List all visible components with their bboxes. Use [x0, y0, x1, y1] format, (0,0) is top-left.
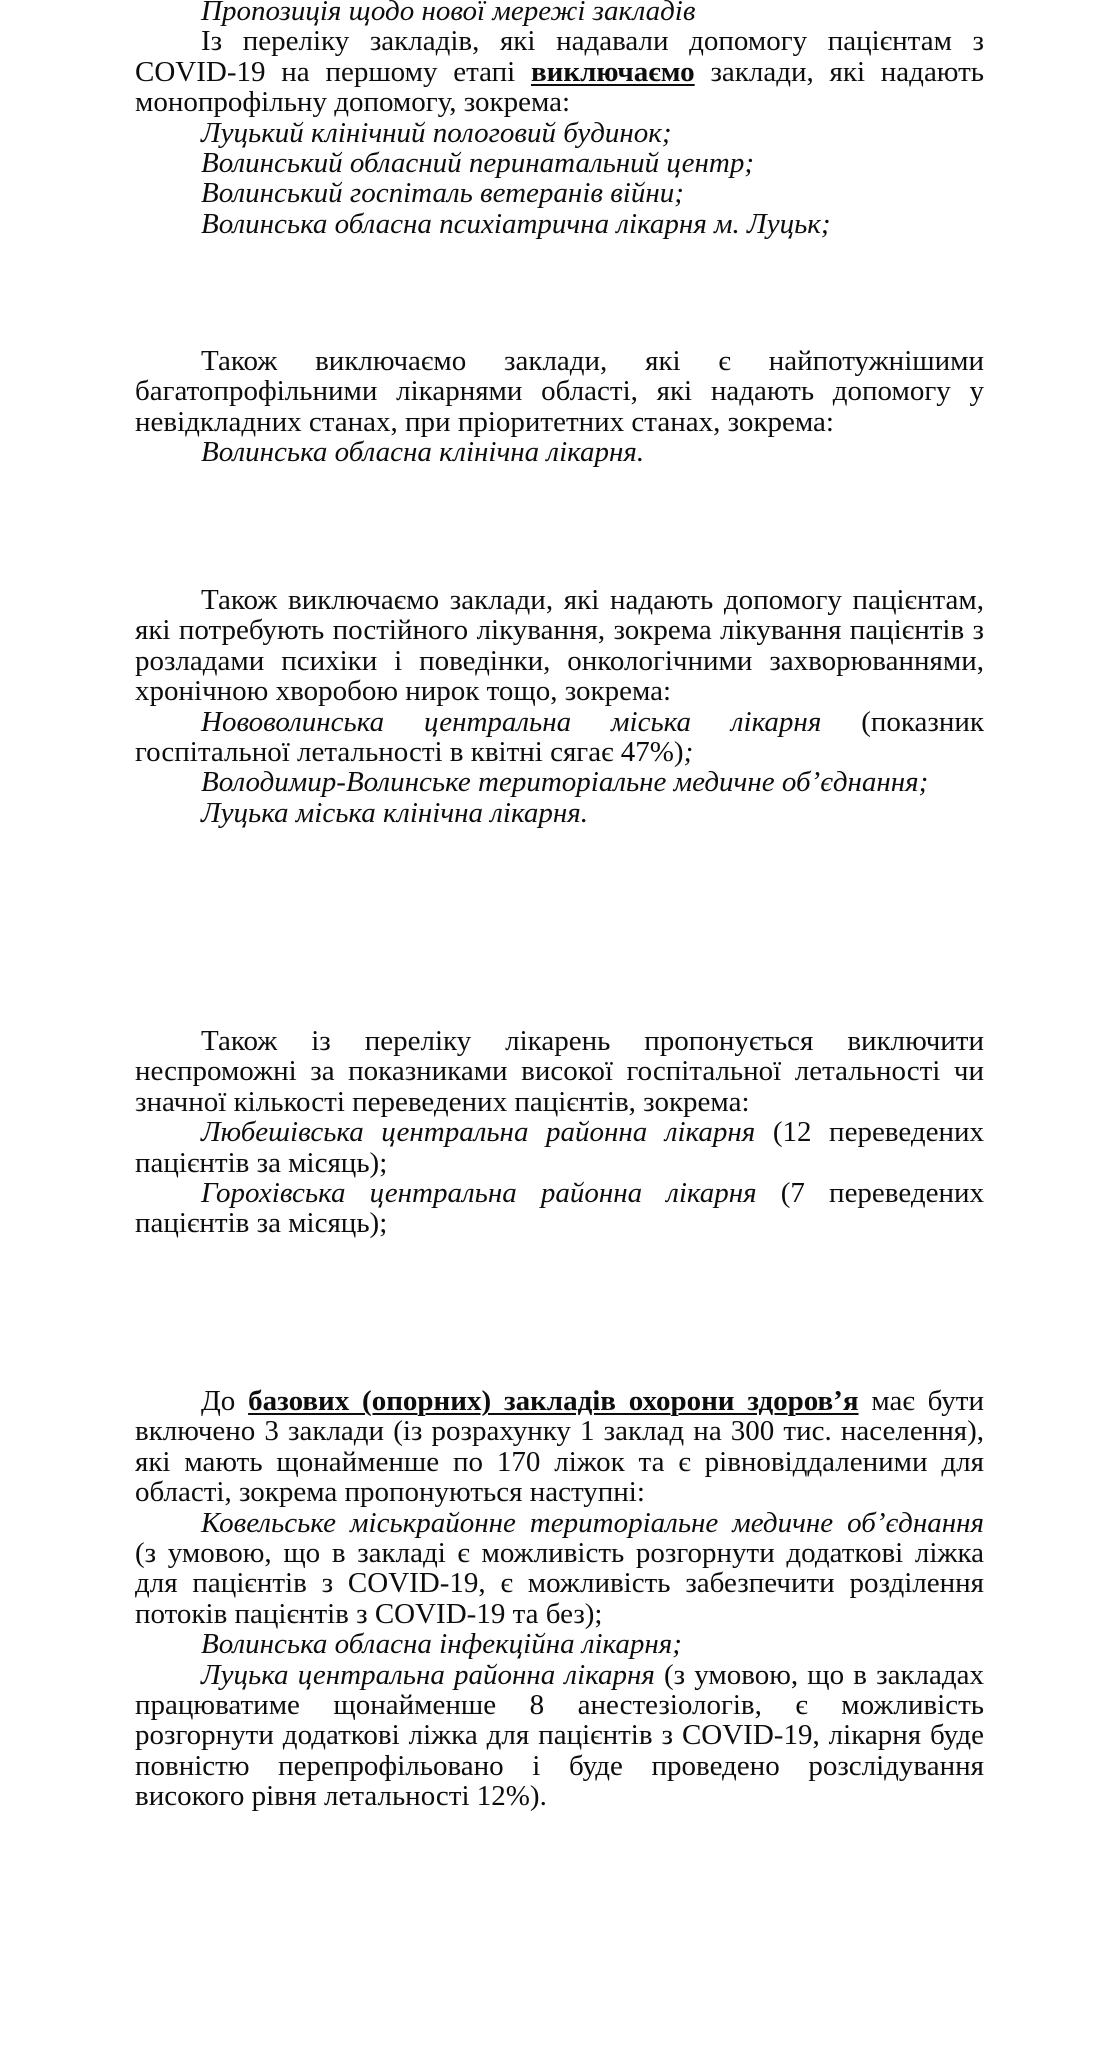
- intro-text-end: заклади, які надають монопрофільну допомогу, зокрема:: [135, 55, 984, 119]
- section-exclusions-multiprofile: [135, 346, 984, 468]
- list-item: Луцька міська клінічна лікарня.: [201, 796, 588, 829]
- facility-note: (показник госпітальної летальності в квітні сягає 47%): [135, 705, 984, 769]
- paragraph-intro: [135, 26, 984, 117]
- paragraph-intro: Також виключаємо заклади, які надають допомогу пацієнтам, які потребують постійного лікування, зокрема лікування пацієнтів з розладами психіки і поведінки, онкологічними захворюваннями, хронічною хворобою нирок тощо, зокрема:: [135, 584, 984, 708]
- emphasis-base-facilities: базових (опорних) закладів охорони здоров’я: [248, 1385, 859, 1417]
- section-exclusions-monoprofile: [135, 0, 984, 239]
- paragraph-intro: Також із переліку лікарень пропонується виключити неспроможні за показниками високої госпітальної летальності чи значної кількості переведених пацієнтів, зокрема:: [135, 1025, 984, 1118]
- list-item: Волинська обласна психіатрична лікарня м. Луцьк;: [201, 207, 831, 240]
- item-terminator: ;: [683, 736, 694, 769]
- facility-name: Ковельське міськрайонне територіальне медичне об’єднання: [201, 1506, 984, 1539]
- list-item: Луцький клінічний пологовий будинок;: [201, 116, 672, 149]
- document-title: Пропозиція щодо нової мережі закладів: [201, 0, 696, 27]
- emphasis-exclude: виключаємо: [531, 55, 695, 88]
- section-base-facilities: [135, 1386, 984, 1812]
- facility-note: (7 переведених пацієнтів за місяць);: [135, 1177, 984, 1240]
- facility-name: Любешівська центральна районна лікарня: [201, 1116, 756, 1149]
- intro-text-end: має бути включено 3 заклади (із розрахунку 1 заклад на 300 тис. населення), які мають щонайменше по 170 ліжок та є рівновіддаленими для області, зокрема пропонуються наступні:: [135, 1385, 984, 1509]
- list-item: [135, 1178, 984, 1239]
- paragraph-intro: [135, 1386, 984, 1508]
- paragraph-intro: Також виключаємо заклади, які є найпотужнішими багатопрофільними лікарнями області, які надають допомогу у невідкладних станах, при пріоритетних станах, зокрема:: [135, 345, 984, 438]
- facility-note: (12 переведених пацієнтів за місяць);: [135, 1116, 984, 1179]
- list-item: Волинський обласний перинатальний центр;: [201, 147, 755, 180]
- section-exclusions-insolvent: [135, 1026, 984, 1239]
- facility-note: (з умовою, що в закладах працюватиме щонайменше 8 анестезіологів, є можливість розгорнути додаткові ліжка для пацієнтів з COVID-19, лікарня буде повністю перепрофільовано і буде проведено розслідування високого рівня летальності 12%).: [135, 1658, 984, 1813]
- facility-name: Нововолинська центральна міська лікарня: [201, 705, 822, 738]
- intro-text: До: [201, 1385, 249, 1417]
- list-item: Волинська обласна клінічна лікарня.: [201, 436, 645, 469]
- list-item: Володимир-Волинське територіальне медичне об’єднання;: [201, 766, 929, 799]
- list-item: [135, 1117, 984, 1178]
- facility-name: Горохівська центральна районна лікарня: [201, 1177, 757, 1210]
- intro-text: Із переліку закладів, які надавали допомогу пацієнтам з COVID-19 на першому етапі: [135, 25, 984, 88]
- list-item: Волинський госпіталь ветеранів війни;: [201, 177, 684, 210]
- list-item: [135, 1660, 984, 1812]
- list-item: Волинська обласна інфекційна лікарня;: [201, 1628, 682, 1661]
- section-exclusions-chronic: [135, 585, 984, 828]
- facility-note: (з умовою, що в закладі є можливість розгорнути додаткові ліжка для пацієнтів з COVID-19, є можливість забезпечити розділення потоків пацієнтів з COVID-19 та без);: [135, 1537, 984, 1630]
- list-item: [135, 707, 984, 768]
- facility-name: Луцька центральна районна лікарня: [201, 1658, 655, 1691]
- list-item: [135, 1508, 984, 1630]
